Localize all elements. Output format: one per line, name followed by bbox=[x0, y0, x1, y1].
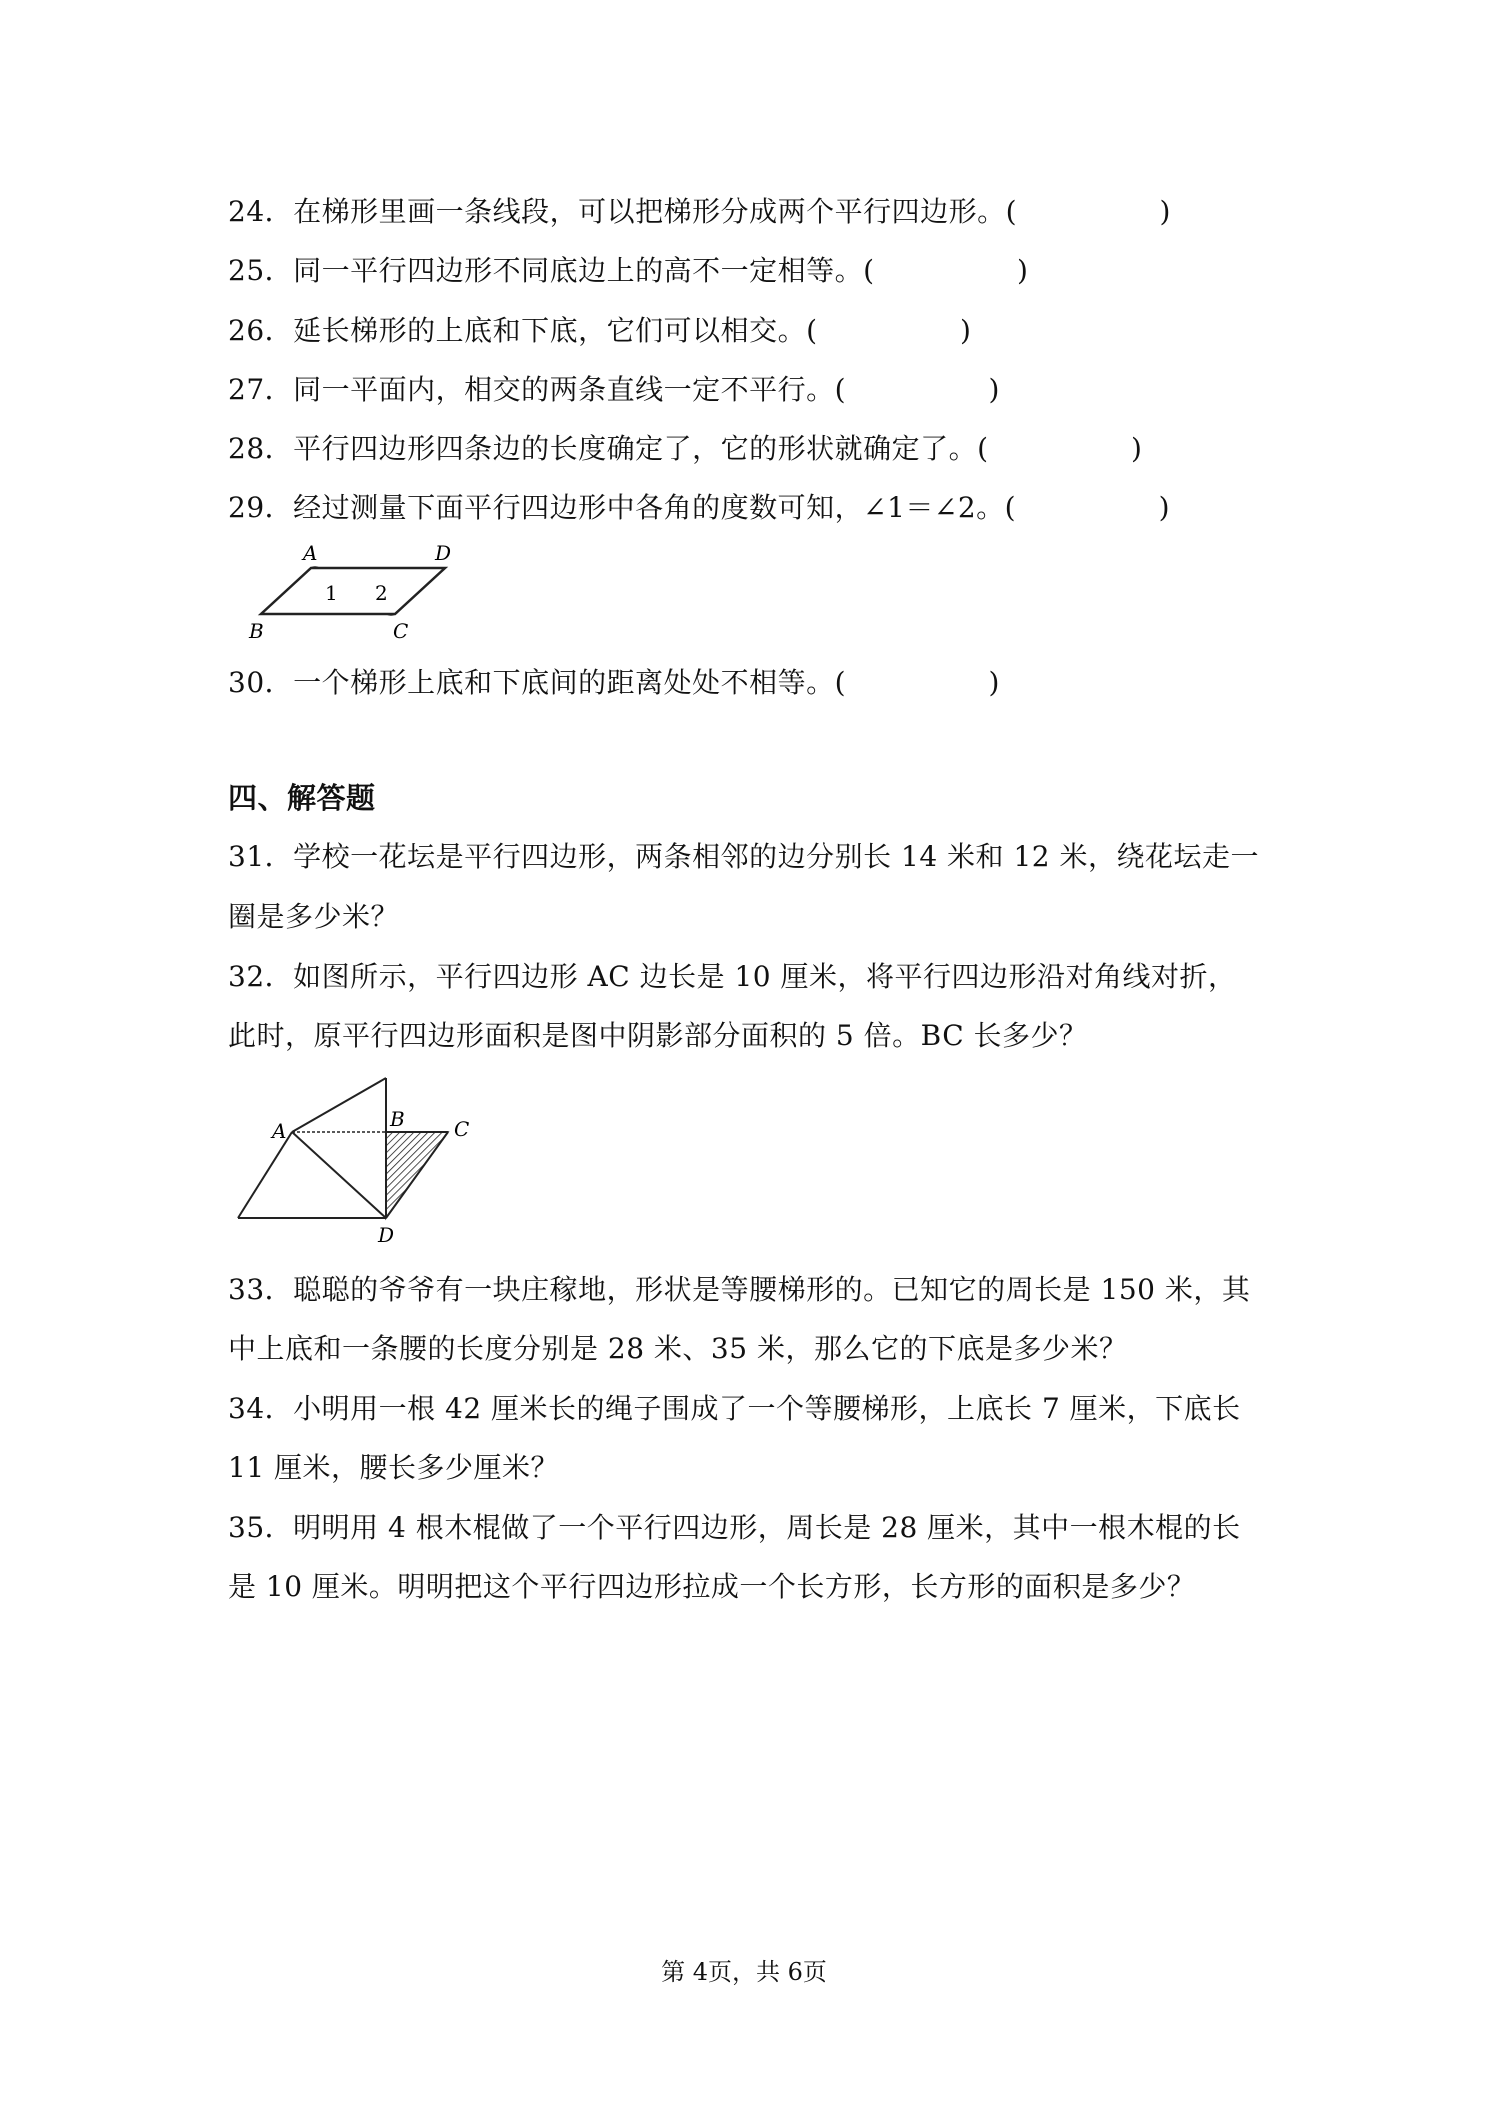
question-35-line-1: 35．明明用 4 根木棍做了一个平行四边形，周长是 28 厘米，其中一根木棍的长 bbox=[228, 1511, 1241, 1544]
question-26: 26．延长梯形的上底和下底，它们可以相交。( ) bbox=[228, 314, 972, 347]
question-25: 25．同一平行四边形不同底边上的高不一定相等。( ) bbox=[228, 254, 1029, 287]
question-31-line-1: 31．学校一花坛是平行四边形，两条相邻的边分别长 14 米和 12 米，绕花坛走一 bbox=[228, 840, 1259, 873]
question-24: 24．在梯形里画一条线段，可以把梯形分成两个平行四边形。( ) bbox=[228, 195, 1171, 228]
question-29: 29．经过测量下面平行四边形中各角的度数可知，∠1＝∠2。( ) bbox=[228, 491, 1171, 524]
question-30: 30．一个梯形上底和下底间的距离处处不相等。( ) bbox=[228, 666, 1000, 699]
question-31-line-2: 圈是多少米？ bbox=[228, 900, 400, 933]
question-32-line-2: 此时，原平行四边形面积是图中阴影部分面积的 5 倍。BC 长多少？ bbox=[228, 1019, 1088, 1052]
question-27: 27．同一平面内，相交的两条直线一定不平行。( ) bbox=[228, 373, 1000, 406]
question-34-line-1: 34．小明用一根 42 厘米长的绳子围成了一个等腰梯形，上底长 7 厘米，下底长 bbox=[228, 1392, 1241, 1425]
segment-a-bottom-left bbox=[238, 1132, 292, 1218]
folded-parallelogram-figure bbox=[228, 1070, 498, 1250]
question-28: 28．平行四边形四条边的长度确定了，它的形状就确定了。( ) bbox=[228, 432, 1143, 465]
question-32-line-1: 32．如图所示，平行四边形 AC 边长是 10 厘米，将平行四边形沿对角线对折， bbox=[228, 960, 1237, 993]
folded-edge-top bbox=[292, 1078, 386, 1132]
question-33-line-2: 中上底和一条腰的长度分别是 28 米、35 米，那么它的下底是多少米？ bbox=[228, 1332, 1128, 1365]
point-c-label: C bbox=[454, 1117, 470, 1141]
vertex-b-label: B bbox=[249, 619, 264, 643]
vertex-c-label: C bbox=[393, 619, 409, 643]
vertex-d-label: D bbox=[435, 541, 452, 565]
point-d-label: D bbox=[378, 1223, 395, 1247]
question-34-line-2: 11 厘米，腰长多少厘米？ bbox=[228, 1451, 560, 1484]
page-footer: 第 4页，共 6页 bbox=[661, 1958, 827, 1986]
parallelogram-shape bbox=[261, 568, 445, 614]
vertex-a-label: A bbox=[303, 541, 318, 565]
angle-1-label: 1 bbox=[325, 581, 338, 605]
angle-2-label: 2 bbox=[375, 581, 388, 605]
point-a-label: A bbox=[272, 1119, 287, 1143]
point-b-label: B bbox=[390, 1107, 405, 1131]
question-33-line-1: 33．聪聪的爷爷有一块庄稼地，形状是等腰梯形的。已知它的周长是 150 米，其 bbox=[228, 1273, 1251, 1306]
diagonal-ad bbox=[292, 1132, 386, 1218]
parallelogram-figure bbox=[235, 538, 465, 648]
section-title-answers: 四、解答题 bbox=[228, 781, 376, 815]
question-35-line-2: 是 10 厘米。明明把这个平行四边形拉成一个长方形，长方形的面积是多少？ bbox=[228, 1570, 1196, 1603]
